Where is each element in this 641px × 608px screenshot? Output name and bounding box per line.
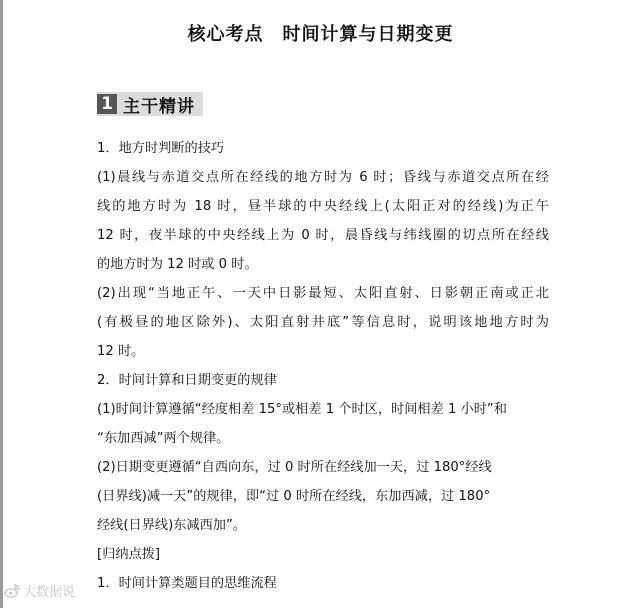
document-body	[97, 134, 549, 598]
page-left-border	[0, 0, 3, 608]
paragraph-line: (有极昼的地区除外)、太阳直射井底”等信息时，说明该地地方时为	[97, 315, 549, 330]
paragraph-line: (1)晨线与赤道交点所在经线的地方时为 6 时；昏线与赤道交点所在经	[97, 170, 549, 185]
section-title: 主干精讲	[123, 96, 195, 117]
paragraph-line: (2)日期变更遵循“自西向东，过 0 时所在经线加一天，过 180°经线	[97, 460, 492, 475]
paragraph-line: “东加西减”两个规律。	[97, 431, 230, 446]
summary-tag: [归纳点拨]	[97, 547, 161, 562]
page-title: 核心考点 时间计算与日期变更	[187, 24, 454, 45]
section-header	[97, 92, 203, 116]
paragraph-line: (日界线)减一天”的规律，即“过 0 时所在经线，东加西减，过 180°	[97, 489, 491, 504]
heading-thinking-process: 1．时间计算类题目的思维流程	[97, 576, 277, 591]
paragraph-line: 线的地方时为 18 时，昼半球的中央经线上(太阳正对的经线)为正午	[97, 199, 549, 214]
paragraph-line: (2)出现“当地正午、一天中日影最短、太阳直射、日影朝正南或正北	[97, 286, 549, 301]
paragraph-line: (1)时间计算遵循“经度相差 15°或相差 1 个时区，时间相差 1 小时”和	[97, 402, 507, 417]
heading-local-time-tips: 1．地方时判断的技巧	[97, 141, 225, 156]
watermark-text: 大数据说	[23, 585, 76, 600]
paragraph-line: 12 时，夜半球的中央经线上为 0 时，晨昏线与纬线圈的切点所在经线	[97, 228, 549, 243]
watermark	[4, 581, 75, 600]
weibo-logo-icon	[4, 583, 20, 599]
paragraph-line: 经线(日界线)东减西加”。	[97, 518, 246, 533]
heading-time-date-rules: 2．时间计算和日期变更的规律	[97, 373, 277, 388]
section-number-badge: 1	[97, 94, 117, 114]
paragraph-line: 12 时。	[97, 344, 145, 359]
paragraph-line: 的地方时为 12 时或 0 时。	[97, 257, 258, 272]
